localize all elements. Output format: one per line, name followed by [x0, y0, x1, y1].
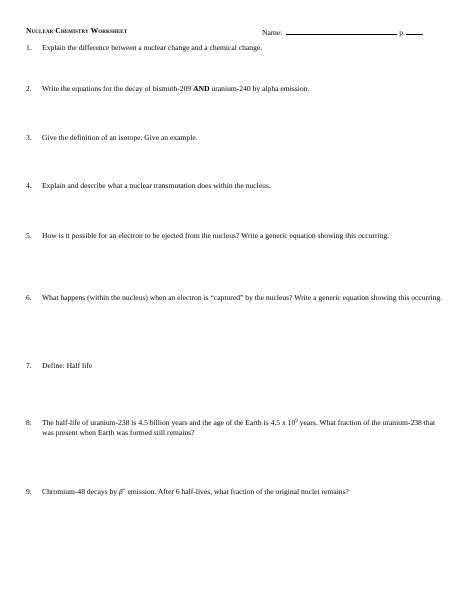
question-text: Give the definition of an isotope. Give an example. — [42, 133, 198, 142]
name-period-fields — [262, 26, 423, 37]
question-text-part: uranium-240 by alpha emission. — [209, 84, 310, 93]
question-number: 1. — [26, 43, 32, 52]
question-text — [42, 418, 446, 437]
question-number: 5. — [26, 231, 32, 240]
question-text: How is it possible for an electron to be ejected from the nucleus? Write a generic equation showing this occurring. — [42, 231, 390, 240]
question-number: 8. — [26, 418, 32, 427]
question-text-part: The half-life of uranium-238 is 4.5 billion years and the age of the Earth is 4.5 x 10 — [42, 418, 296, 427]
question-text: Explain and describe what a nuclear transmutation does within the nucleus. — [42, 181, 271, 190]
question-text: Define: Half life — [42, 361, 93, 370]
question-number: 9. — [26, 487, 32, 496]
beta-symbol: β — [118, 487, 123, 496]
question-text-part: Write the equations for the decay of bismuth-209 — [42, 84, 194, 93]
period-blank-line — [406, 26, 423, 35]
question-text-emphasis: AND — [193, 84, 210, 93]
question-number: 3. — [26, 133, 32, 142]
name-label: Name: — [262, 28, 283, 37]
question-text-part: years. What fraction of the uranium-238 that was present when Earth was formed still remains? — [42, 418, 436, 437]
question-text-part: Chromium-48 decays by — [42, 487, 119, 496]
worksheet-header — [26, 26, 450, 40]
question-number: 2. — [26, 84, 32, 93]
question-text — [42, 487, 446, 497]
question-text — [42, 84, 446, 94]
question-number: 7. — [26, 361, 32, 370]
question-text-part: emission. After 6 half-lives, what fraction of the original nuclei remains? — [125, 487, 349, 496]
question-text: What happens (within the nucleus) when an electron is “captured” by the nucleus? Write a generic equation showing this occurring. — [42, 293, 443, 302]
exponent: 9 — [295, 419, 298, 424]
question-number: 6. — [26, 293, 32, 302]
question-text: Explain the difference between a nuclear change and a chemical change. — [42, 43, 263, 52]
beta-charge: + — [122, 488, 126, 493]
name-blank-line — [286, 26, 397, 35]
period-label: p. — [399, 28, 405, 37]
worksheet-title: Nuclear Chemistry Worksheet — [26, 26, 128, 35]
question-number: 4. — [26, 181, 32, 190]
